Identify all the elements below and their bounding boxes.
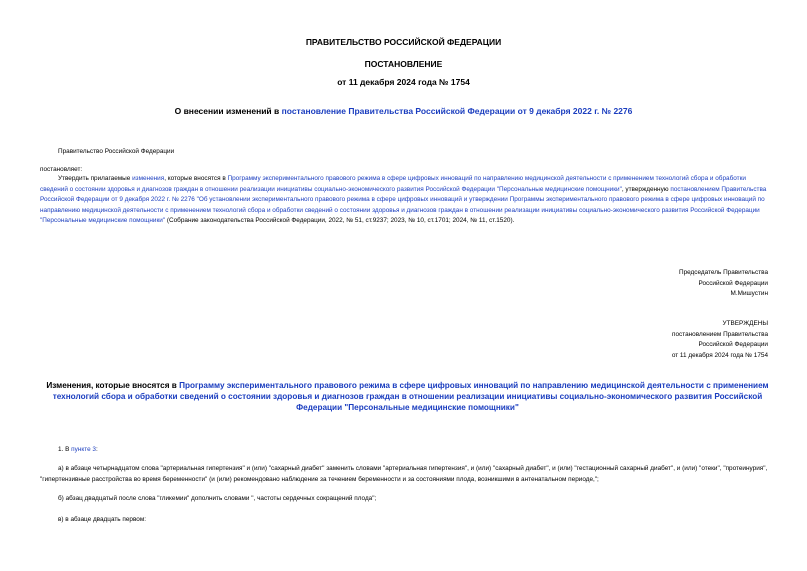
- approval-heading: УТВЕРЖДЕНЫ: [722, 320, 768, 327]
- resolves-line: постановляет:: [40, 166, 83, 173]
- p1-part-b: , которые вносятся в: [164, 175, 228, 182]
- document-header-org: ПРАВИТЕЛЬСТВО РОССИЙСКОЙ ФЕДЕРАЦИИ: [305, 37, 502, 47]
- government-line: Правительство Российской Федерации: [58, 148, 175, 155]
- signature-title: Председатель Правительства: [679, 269, 768, 276]
- item-1: [58, 445, 98, 456]
- item-b: б) абзац двадцатый после слова "гликемии" дополнить словами ", частоты сердечных сокращений плода";: [58, 495, 377, 502]
- item-1-prefix: 1. В: [58, 446, 72, 453]
- signature-block: [679, 268, 768, 300]
- resolution-paragraph: [40, 174, 775, 227]
- document-date-number: от 11 декабря 2024 года № 1754: [337, 77, 470, 87]
- changes-program-link[interactable]: Программу экспериментального правового режима в сфере цифровых инноваций по направлению медицинской деятельности с применением технологий сбора и обработки сведений о состоянии здоровья и диагнозов граждан в отношении реализации инициативы социально-экономического развития Российской Федерации "Персональные медицинские помощники": [52, 381, 769, 412]
- approval-date: от 11 декабря 2024 года № 1754: [671, 351, 768, 359]
- signature-country: Российской Федерации: [698, 279, 768, 287]
- approval-by: постановлением Правительства: [672, 330, 768, 338]
- document-type: ПОСТАНОВЛЕНИЕ: [364, 59, 443, 69]
- item-a: [40, 464, 775, 485]
- document-subject: [0, 106, 807, 116]
- signature-name: М.Мишустин: [730, 290, 768, 298]
- p1-part-a: Утвердить прилагаемые: [58, 175, 133, 182]
- changes-title: [40, 380, 775, 413]
- item-a-text: а) в абзаце четырнадцатом слова "артериальная гипертензия" и (или) "сахарный диабет" заменить словами "артериальная гипертензия", и (или) "сахарный диабет", и (или) "гестационный сахарный диабет", и (или) "отеки", "протеинурия", "гипертензивные расстройства во время беременности" (и (или) рекомендовано наблюдение за течением беременности и за состояниями плода, возникшими в антенатальном периоде,";: [40, 465, 768, 483]
- item-c: в) в абзаце двадцать первом:: [58, 516, 147, 523]
- subject-link[interactable]: постановление Правительства Российской Федерации от 9 декабря 2022 г. № 2276: [281, 106, 633, 116]
- item-1-link[interactable]: пункте 3: [71, 446, 96, 453]
- p1-part-d: (Собрание законодательства Российской Федерации, 2022, № 51, ст.9237; 2023, № 10, ст.1701; 2024, № 11, ст.1520).: [165, 217, 515, 225]
- decree-link[interactable]: постановлением Правительства Российской Федерации от 9 декабря 2022 г. № 2276 "Об установлении экспериментального правового режима в сфере цифровых инноваций и утверждении Программы экспериментального правового режима в сфере цифровых инноваций по направлению медицинской деятельности с применением технологий сбора и обработки сведений о состоянии здоровья и диагнозов граждан в отношении реализации инициативы социально-экономического развития Российской Федерации "Персональные медицинские помощники": [40, 185, 767, 225]
- program-link[interactable]: Программу экспериментального правового режима в сфере цифровых инноваций по направлению медицинской деятельности с применением технологий сбора и обработки сведений о состоянии здоровья и диагнозов граждан в отношении реализации инициативы социально-экономического развития Российской Федерации "Персональные медицинские помощники": [40, 175, 746, 193]
- changes-title-prefix: Изменения, которые вносятся в: [46, 381, 180, 390]
- approval-country: Российской Федерации: [698, 341, 768, 349]
- p1-part-c: , утвержденную: [621, 185, 671, 193]
- item-1-suffix: :: [95, 446, 98, 453]
- changes-link[interactable]: изменения: [132, 175, 165, 182]
- subject-prefix: О внесении изменений в: [174, 106, 282, 116]
- approval-block: [672, 319, 768, 361]
